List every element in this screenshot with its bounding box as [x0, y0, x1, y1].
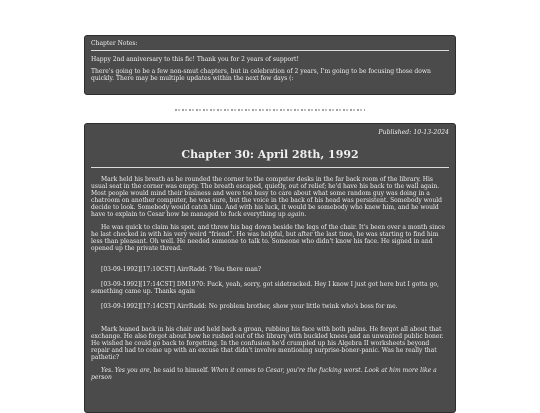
chapter-notes-title: Chapter Notes:	[91, 40, 138, 47]
story-paragraph: Mark leaned back in his chair and held back a groan, rubbing his face with both palms. He forgot all about that exchange. He also forgot about how he rushed out of the library with buckled knees and an unwanted public boner. He wished he could go back to forgetting. In the confusion he'd crumpled up his Algebra II worksheets beyond repair and had to come up with an excuse that didn't involve mentioning surprise-boner-panic. Was he really that pathetic?	[91, 326, 444, 361]
notes-paragraph: There's going to be a few non-smut chapters, but in celebration of 2 years, I'm going to be focusing those down quickly. There may be multiple updates within the next few days (:	[91, 68, 431, 82]
notes-divider	[91, 50, 449, 51]
notes-paragraph: Happy 2nd anniversary to this fic! Thank you for 2 years of support!	[91, 56, 299, 63]
story-paragraph	[91, 367, 449, 381]
chapter-panel	[84, 123, 456, 413]
paragraph-text: Mark held his breath as he rounded the corner to the computer desks in the far back room of the library. His usual seat in the corner was empty. The breath escaped, quietly, out of relief; he'd have his back to the wall again. Most people would mind their business and were too busy to care about what some random guy was doing in a chatroom on another computer, he was sure, but the voice in the back of his head was persistent. Somebody would decide to look. Somebody would catch him. And with his luck, it would be somebody who knew him, and he would have to explain to Cesar how he managed to fuck everything up	[91, 176, 442, 218]
emphasis-text: When it comes to Cesar, you're the fucking worst. Look at him more like a person	[91, 367, 437, 381]
chat-line: [03-09-1992][17:14CST] DM1970: Fuck, yeah, sorry, got sidetracked. Hey I know I just got here but I gotta go, something came up. Thanks again	[91, 281, 439, 295]
chapter-title: Chapter 30: April 28th, 1992	[181, 148, 359, 161]
paragraph-text: he said to himself.	[151, 367, 211, 374]
chat-line: [03-09-1992][17:14CST] AirrRadd: No problem brother, show your little twink who's boss for me.	[101, 303, 398, 310]
chapter-divider	[91, 167, 449, 168]
emphasis-text: again.	[287, 211, 307, 218]
story-paragraph	[91, 176, 449, 218]
decorative-divider	[174, 107, 366, 113]
emphasis-text: Yes. Yes you are,	[101, 367, 152, 374]
chapter-notes-panel	[84, 35, 456, 95]
published-date: Published: 10-13-2024	[378, 129, 449, 136]
chat-line: [03-09-1992][17:10CST] AirrRadd: ? You there man?	[101, 266, 262, 273]
story-paragraph: He was quick to claim his spot, and threw his bag down beside the legs of the chair. It's been over a month since he last checked in with his very weird “friend”. He was helpful, but after the last time, he was starting to find him less than pleasant. Oh well. He needed someone to talk to. Someone who didn't know his face. He signed in and opened up the private thread.	[91, 224, 445, 252]
